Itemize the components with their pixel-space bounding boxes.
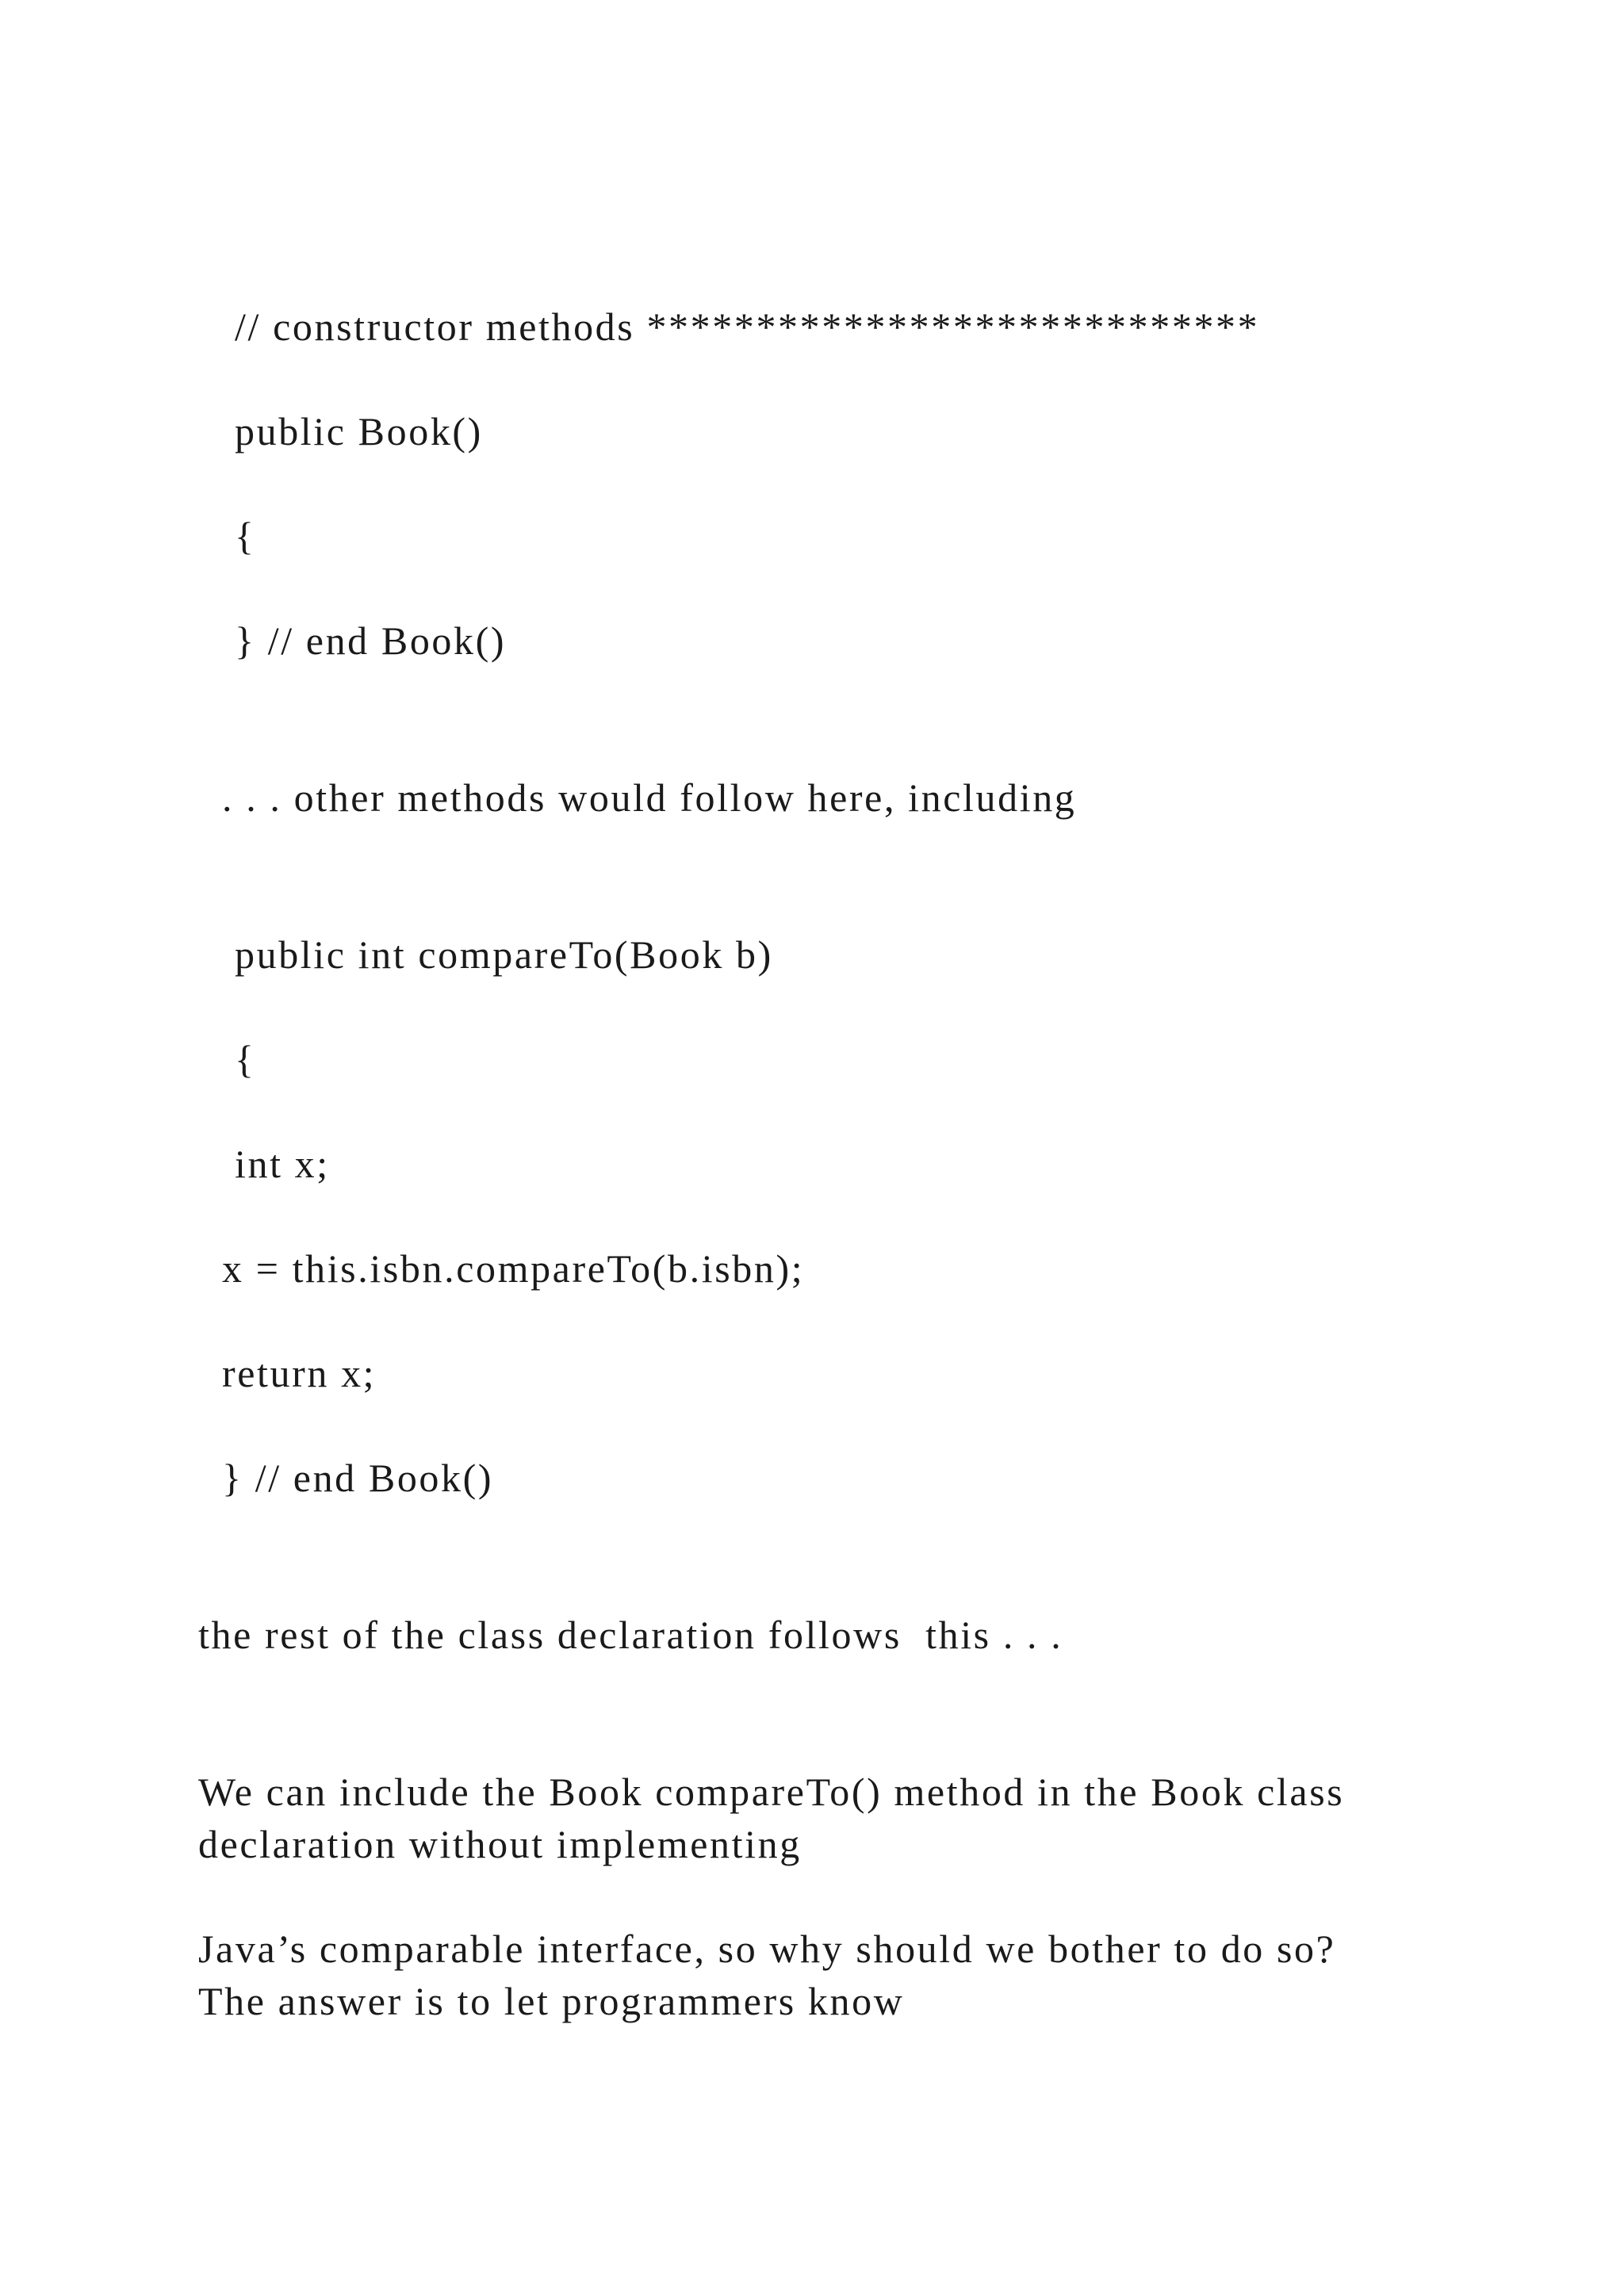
code-line-compareto-signature: public int compareTo(Book b) [235, 932, 773, 977]
code-line-assign-x: x = this.isbn.compareTo(b.isbn); [222, 1246, 805, 1291]
code-line-constructor-comment: // constructor methods **************************** [235, 304, 1260, 349]
code-line-int-x: int x; [235, 1142, 330, 1186]
prose-line-javas-comparable: Java’s comparable interface, so why should we bother to do so? [198, 1927, 1336, 1971]
code-line-open-brace: { [235, 514, 256, 558]
code-line-other-methods-note: . . . other methods would follow here, including [222, 775, 1077, 820]
code-line-end-compareto: } // end Book() [222, 1456, 494, 1500]
prose-line-rest-of-class: the rest of the class declaration follows this . . . [198, 1613, 1063, 1657]
code-line-book-constructor: public Book() [235, 409, 483, 453]
prose-line-the-answer: The answer is to let programmers know [198, 1979, 905, 2023]
code-line-end-book-constructor: } // end Book() [235, 618, 507, 663]
code-line-return-x: return x; [222, 1351, 377, 1395]
code-line-compareto-open-brace: { [235, 1037, 256, 1081]
prose-line-declaration-without: declaration without implementing [198, 1822, 802, 1866]
prose-line-we-can-include: We can include the Book compareTo() method in the Book class [198, 1770, 1345, 1814]
